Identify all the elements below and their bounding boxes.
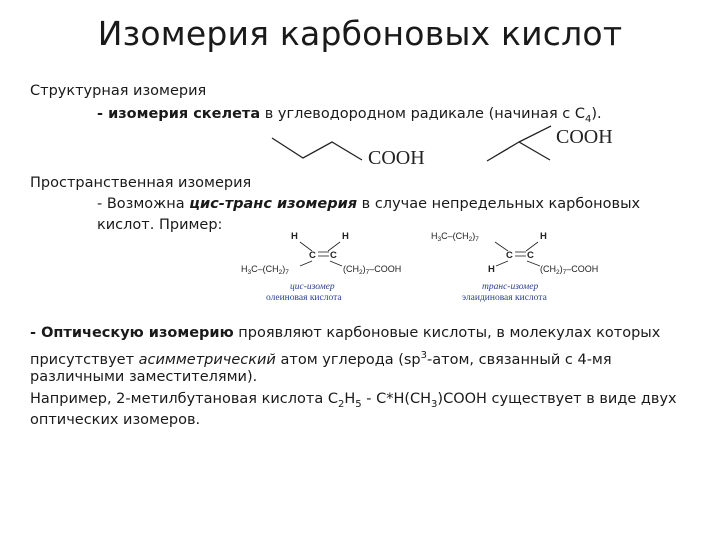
trans-acid-name: элаидиновая кислота (462, 293, 547, 303)
structural-sub: 4 (585, 113, 592, 125)
trans-h-right: H (540, 231, 547, 242)
optical-line2-term: асимметрический (138, 351, 276, 368)
optical-line2 (30, 346, 612, 370)
optical-line2-end: -атом, связанный с 4-мя (427, 351, 612, 368)
cis-bond-left-group (300, 261, 312, 266)
trans-isomer (431, 231, 598, 303)
structural-prefix: - (97, 106, 109, 122)
cis-c-left: C (309, 250, 316, 261)
optical-line4-a: Например, 2-метилбутановая кислота С (30, 391, 338, 407)
spatial-heading: Пространственная изомерия (30, 175, 252, 191)
spatial-term: цис-транс изомерия (189, 196, 358, 212)
page-title: Изомерия карбоновых кислот (97, 14, 623, 53)
optical-term: Оптическую изомерию (41, 325, 234, 341)
trans-top-group: $H_3C-(CH_2)_7$ (431, 231, 479, 243)
structural-term: изомерия скелета (108, 106, 261, 122)
trans-right-group: $(CH_2)_7$–COOH (540, 264, 599, 276)
cis-bond-right-group (330, 261, 342, 266)
optical-line4-b: Н (344, 391, 356, 407)
cis-isomer (241, 231, 401, 303)
cis-label: цис-изомер (290, 282, 335, 292)
cis-h-right: H (342, 231, 349, 242)
optical-line4-sub3: 3 (431, 398, 438, 410)
cis-acid-name: олеиновая кислота (266, 293, 342, 303)
skeletal-cooh-right: COOH (556, 126, 613, 148)
spatial-prefix: - Возможна (97, 196, 190, 212)
trans-c-right: C (527, 250, 534, 261)
structural-end: ). (591, 106, 602, 122)
trans-c-left: C (506, 250, 513, 261)
cis-right-group: $(CH_2)_7$–COOH (343, 264, 402, 276)
spatial-line2: кислот. Пример: (97, 217, 223, 233)
optical-rest: проявляют карбоновые кислоты, в молекулах которых (233, 325, 661, 341)
optical-line4-sub2: 2 (337, 398, 345, 410)
optical-line2-mid: атом углерода (sp (275, 351, 421, 368)
skeletal-cooh-left: COOH (368, 147, 425, 169)
optical-line4-c: - С*Н(СН (361, 391, 432, 407)
trans-label: транс-изомер (482, 282, 539, 292)
optical-line4-sub5: 5 (355, 398, 362, 410)
trans-h-left: H (488, 264, 495, 275)
optical-line1 (30, 324, 660, 343)
structural-heading: Структурная изомерия (30, 83, 207, 99)
trans-bond-bottom-left (496, 261, 508, 266)
cis-left-group: $H_3C-(CH_2)_7$ (241, 264, 289, 276)
optical-line3: различными заместителями). (30, 369, 258, 385)
cis-c-right: C (330, 250, 337, 261)
spatial-rest: в случае непредельных карбоновых (357, 196, 641, 212)
trans-bond-bottom-right (527, 261, 540, 266)
optical-line5: оптических изомеров. (30, 412, 201, 428)
optical-line2-sup: 3 (420, 350, 428, 361)
structural-rest: в углеводородном радикале (начиная с С (260, 106, 585, 122)
optical-line2-prefix: присутствует (30, 351, 139, 368)
optical-line4-d: )СООН существует в виде двух (437, 391, 677, 407)
optical-prefix: - (30, 325, 42, 341)
cis-h-left: H (291, 231, 298, 242)
